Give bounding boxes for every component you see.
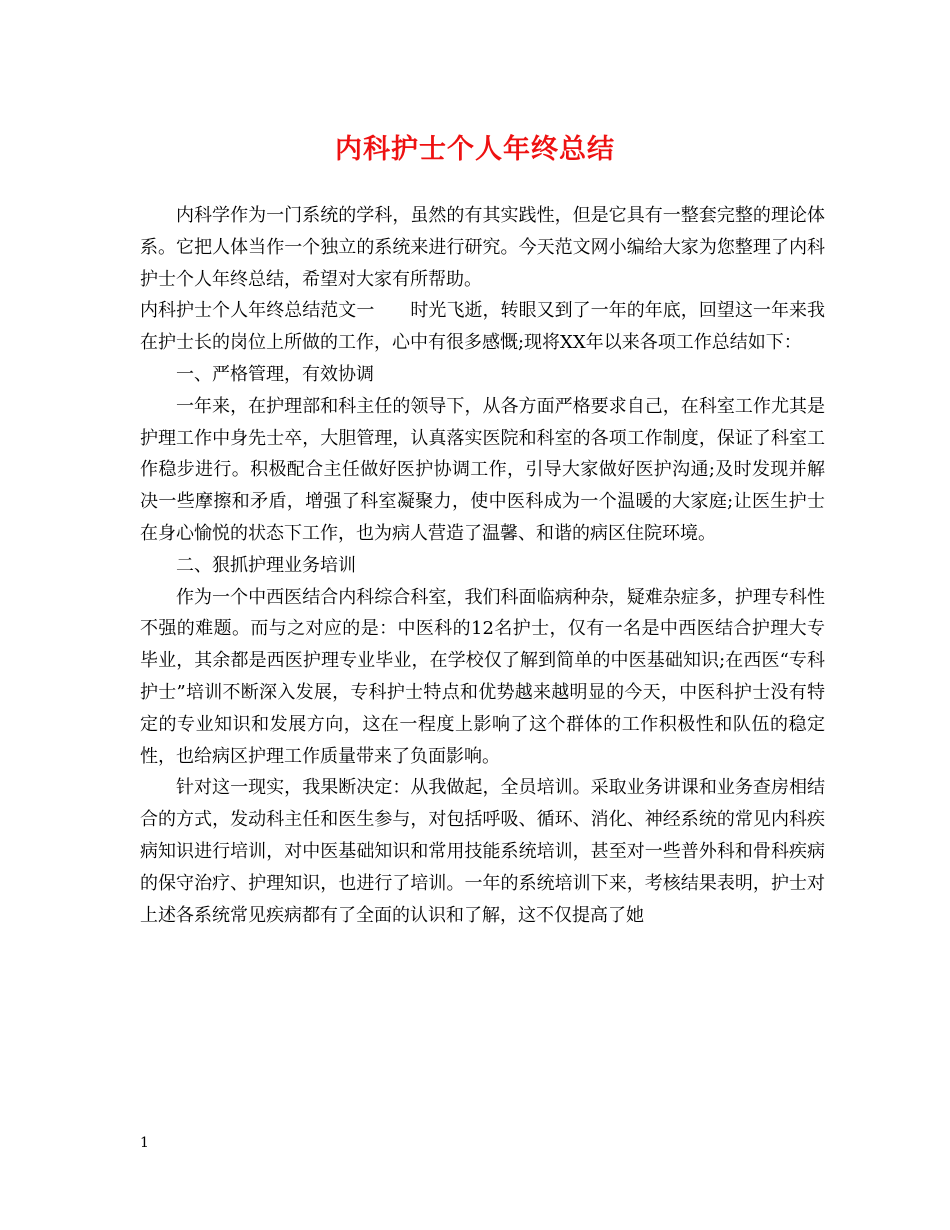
paragraph-intro: 内科学作为一门系统的学科，虽然的有其实践性，但是它具有一整套完整的理论体系。它把人体当作一个独立的系统来进行研究。今天范文网小编给大家为您整理了内科护士个人年终总结，希望对大家有所帮助。: [140, 205, 825, 290]
page-number: 1: [140, 1135, 149, 1151]
paragraph-management: 一年来，在护理部和科主任的领导下，从各方面严格要求自己，在科室工作尤其是护理工作中身先士卒，大胆管理，认真落实医院和科室的各项工作制度，保证了科室工作稳步进行。积极配合主任做好医护协调工作，引导大家做好医护沟通;及时发现并解决一些摩擦和矛盾，增强了科室凝聚力，使中医科成为一个温暖的大家庭;让医生护士在身心愉悦的状态下工作，也为病人营造了温馨、和谐的病区住院环境。: [140, 395, 825, 544]
document-title: 内科护士个人年终总结: [335, 134, 615, 165]
paragraph-sample-one: 内科护士个人年终总结范文一 时光飞逝，转眼又到了一年的年底，回望这一年来我在护士长的岗位上所做的工作，心中有很多感慨;现将XX年以来各项工作总结如下：: [140, 300, 825, 354]
paragraph-training: 作为一个中西医结合内科综合科室，我们科面临病种杂，疑难杂症多，护理专科性不强的难题。而与之对应的是：中医科的12名护士，仅有一名是中西医结合护理大专毕业，其余都是西医护理专业毕业，在学校仅了解到简单的中医基础知识;在西医“专科护士”培训不断深入发展，专科护士特点和优势越来越明显的今天，中医科护士没有特定的专业知识和发展方向，这在一程度上影响了这个群体的工作积极性和队伍的稳定性，也给病区护理工作质量带来了负面影响。: [140, 586, 825, 767]
document-body: [140, 200, 825, 931]
paragraph-training-response: 针对这一现实，我果断决定：从我做起，全员培训。采取业务讲课和业务查房相结合的方式，发动科主任和医生参与，对包括呼吸、循环、消化、神经系统的常见内科疾病知识进行培训，对中医基础知识和常用技能系统培训，甚至对一些普外科和骨科疾病的保守治疗、护理知识，也进行了培训。一年的系统培训下来，考核结果表明，护士对上述各系统常见疾病都有了全面的认识和了解，这不仅提高了她: [140, 777, 825, 926]
section-heading-management: 一、严格管理，有效协调: [176, 363, 374, 385]
section-heading-training: 二、狠抓护理业务培训: [176, 554, 356, 576]
